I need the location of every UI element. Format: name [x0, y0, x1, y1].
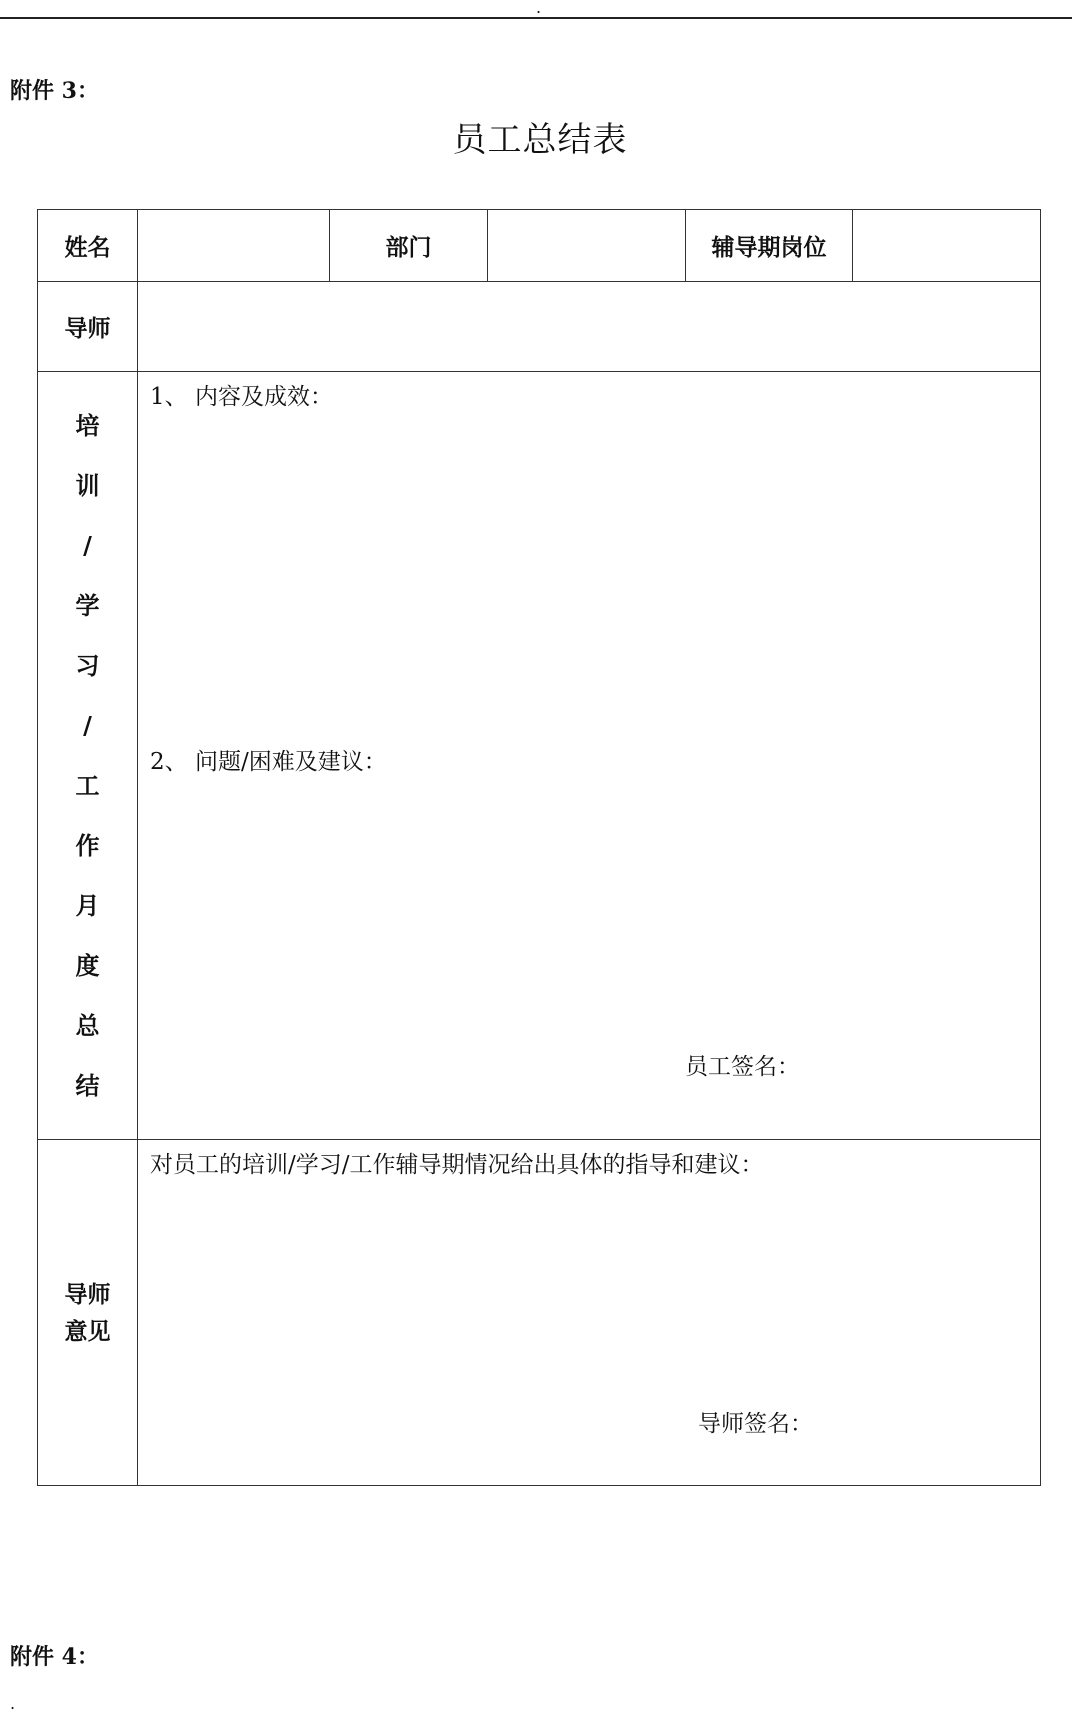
mentor-opinion-label-line2: 意见 [64, 1317, 111, 1345]
summary-label-char: 习 [75, 650, 100, 680]
department-label: 部门 [330, 210, 488, 282]
summary-label-char: 培 [75, 410, 100, 440]
mentor-opinion-label-line1: 导师 [64, 1280, 111, 1308]
summary-label-char: 作 [75, 830, 100, 860]
monthly-summary-field[interactable] [138, 372, 1041, 1140]
mentor-signature-label: 导师签名： [698, 1411, 813, 1437]
name-label: 姓名 [38, 210, 138, 282]
mentor-opinion-prompt: 对员工的培训/学习/工作辅导期情况给出具体的指导和建议： [150, 1152, 764, 1178]
summary-label-char: 学 [75, 590, 100, 620]
footer-mark: . [10, 1694, 16, 1713]
mentor-opinion-label [38, 1140, 138, 1486]
position-label: 辅导期岗位 [686, 210, 853, 282]
attachment-3-label: 附件 3： [10, 78, 99, 104]
header-rule [0, 17, 1072, 19]
summary-label-char: 结 [75, 1070, 100, 1100]
summary-label-char: 总 [75, 1010, 100, 1040]
position-field[interactable] [853, 210, 1041, 282]
summary-label-char: 训 [75, 470, 100, 500]
monthly-summary-label [38, 372, 138, 1140]
summary-label-char: 工 [75, 770, 100, 800]
mentor-field[interactable] [138, 282, 1041, 372]
department-field[interactable] [488, 210, 686, 282]
summary-label-char: / [83, 530, 92, 560]
attachment-4-label: 附件 4： [10, 1644, 99, 1670]
mentor-label: 导师 [38, 282, 138, 372]
summary-label-char: 月 [75, 890, 100, 920]
summary-form [37, 209, 1041, 1486]
page-title: 员工总结表 [452, 120, 628, 160]
summary-label-char: 度 [75, 950, 100, 980]
content-results-heading: 1、 内容及成效： [150, 384, 333, 410]
header-mark: . [536, 0, 542, 17]
name-field[interactable] [138, 210, 330, 282]
issues-suggestions-heading: 2、 问题/困难及建议： [150, 749, 387, 775]
mentor-opinion-field[interactable] [138, 1140, 1041, 1486]
summary-label-char: / [83, 710, 92, 740]
employee-signature-label: 员工签名： [685, 1054, 800, 1080]
